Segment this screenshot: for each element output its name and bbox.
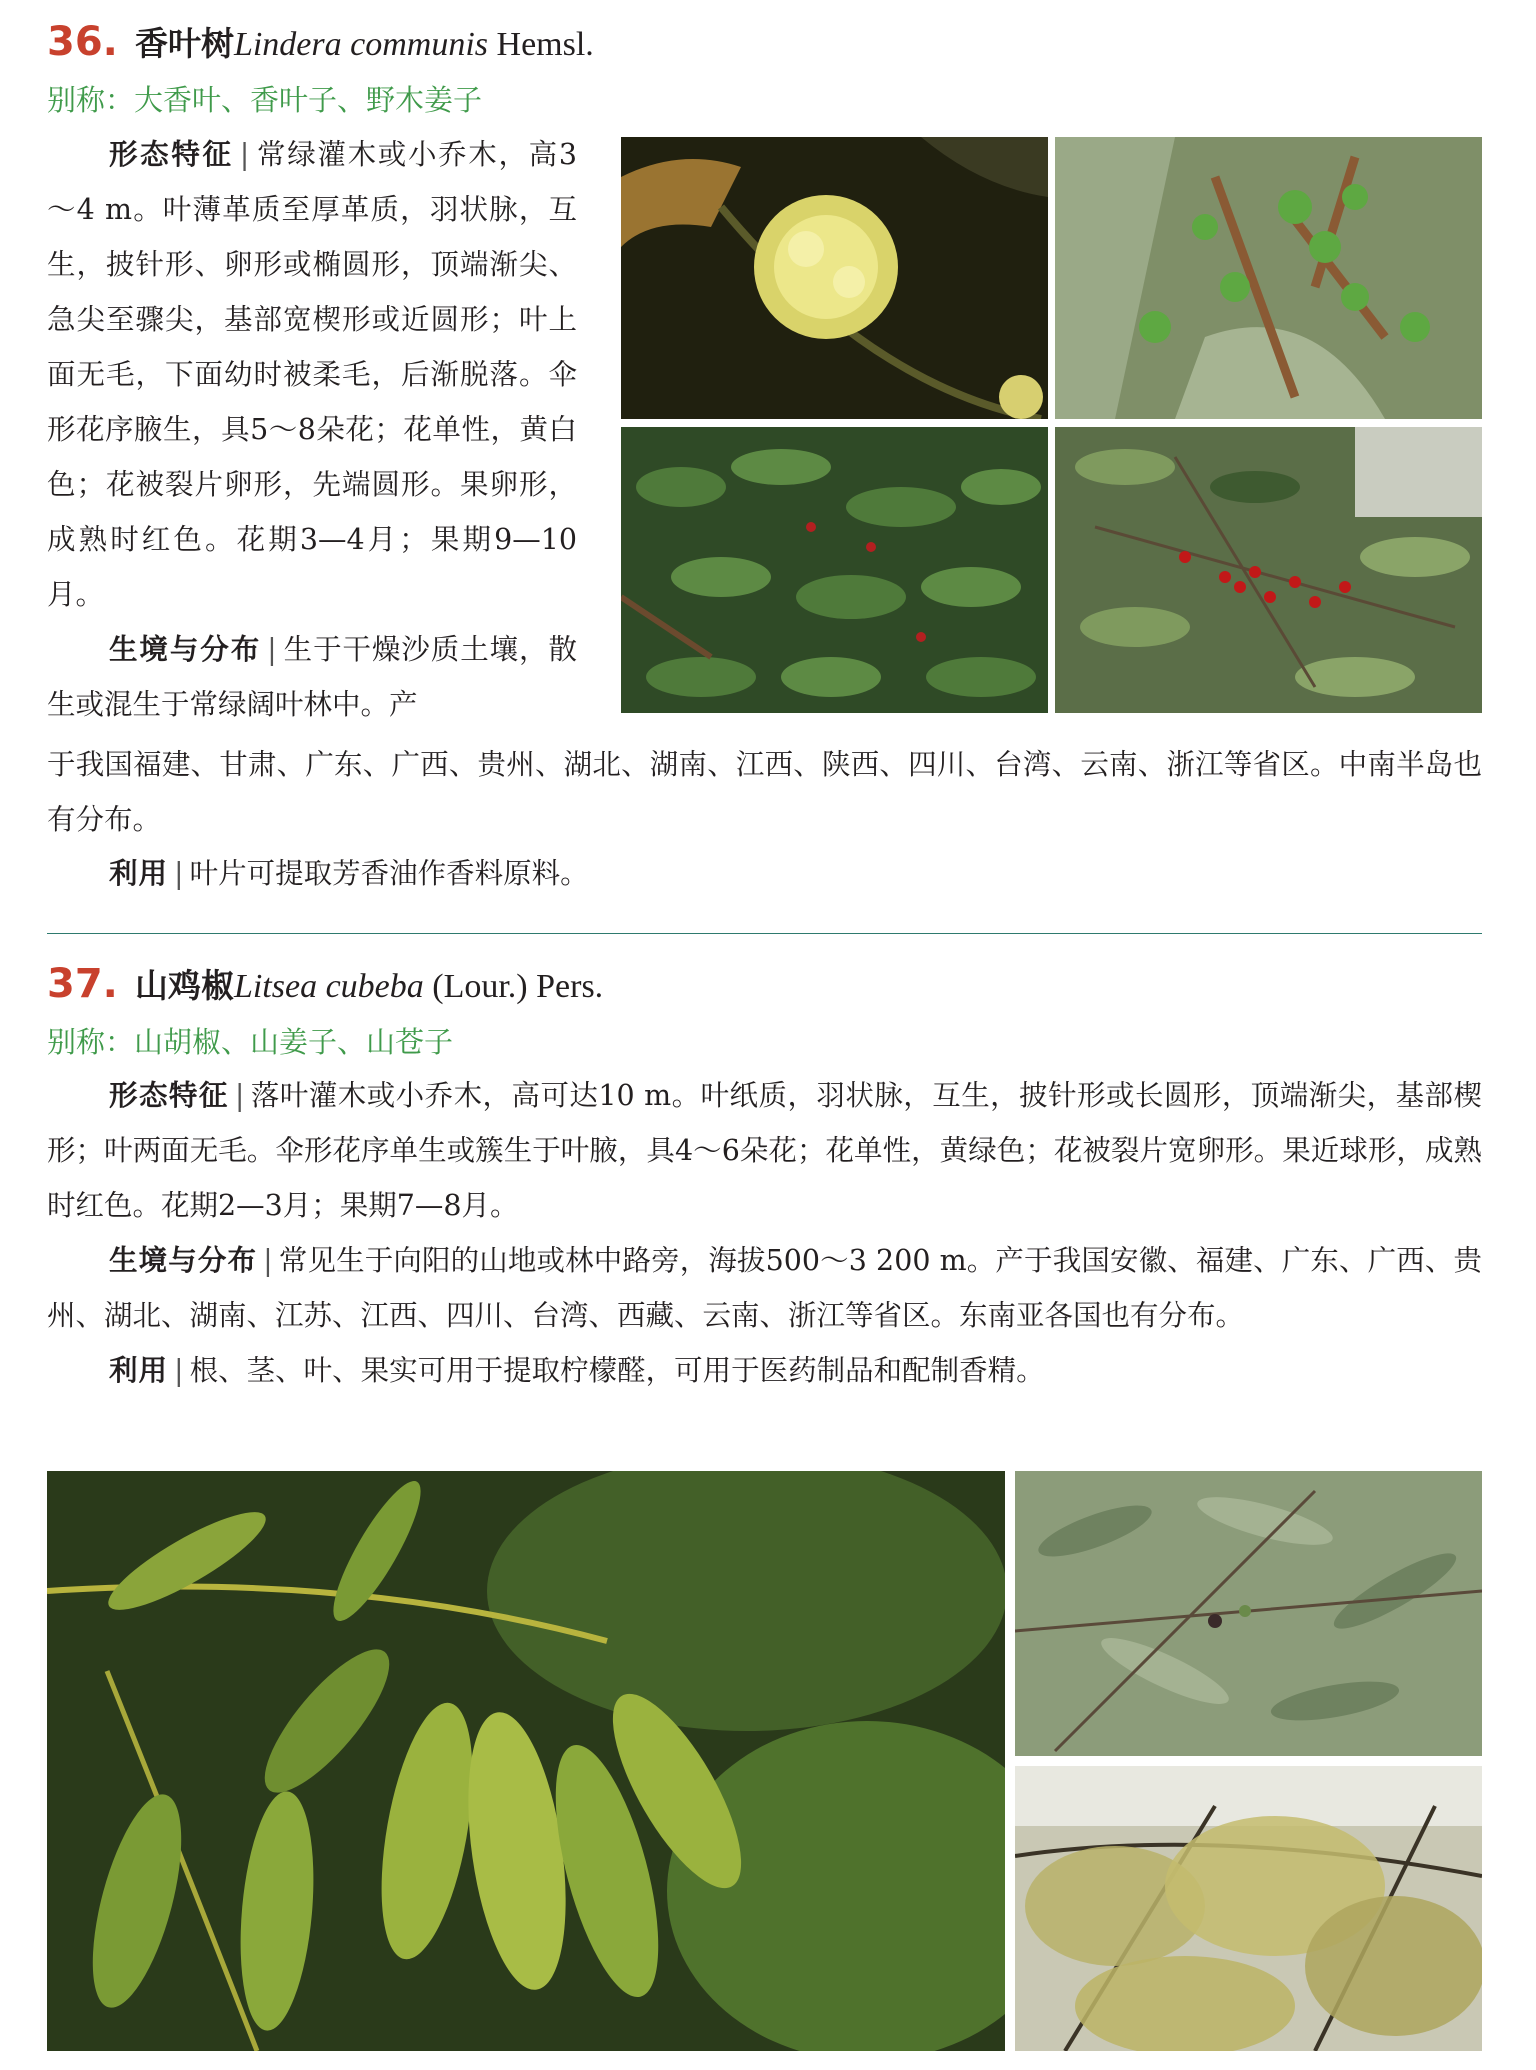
use-text: 叶片可提取芳香油作香料原料。: [189, 857, 589, 890]
habitat-text: 生于干燥沙质土壤，散生或混生于常绿阔叶林中。产: [47, 633, 577, 721]
latin-binomial: Litsea cubeba: [233, 968, 424, 1005]
latin-author: Hemsl.: [488, 26, 594, 63]
morphology-paragraph: [47, 127, 577, 622]
morphology-text: 常绿灌木或小乔木，高3～4 m。叶薄革质至厚革质，羽状脉，互生，披针形、卵形或椭圆形，顶端渐尖、急尖至骤尖，基部宽楔形或近圆形；叶上面无毛，下面幼时被柔毛，后渐脱落。伞形花序腋生，具5～8朵花；花单性，黄白色；花被裂片卵形，先端圆形。果卵形，成熟时红色。花期3—4月；果期9—10月。: [47, 138, 577, 611]
entry-37-body: [47, 1068, 1482, 1398]
entry-number: 37.: [47, 961, 118, 1007]
habitat-paragraph: [47, 1233, 1482, 1343]
separator: |: [234, 1079, 245, 1112]
entry-37-heading: [47, 960, 603, 1007]
separator: |: [174, 857, 184, 890]
separator: |: [239, 138, 250, 171]
entry-36-body: [47, 127, 577, 732]
use-label: 利用: [109, 857, 169, 890]
chinese-name: 山鸡椒: [134, 966, 234, 1005]
separator: |: [267, 633, 277, 666]
habitat-paragraph-part1: [47, 622, 577, 732]
photo-leafy-branch: [47, 1471, 1005, 2051]
separator: |: [263, 1244, 273, 1277]
entry-37-alias: 别称：山胡椒、山姜子、山苍子: [47, 1025, 454, 1059]
latin-name: [234, 26, 594, 63]
section-divider: [47, 933, 1482, 934]
latin-binomial: Lindera communis: [233, 26, 489, 63]
morphology-label: 形态特征: [109, 138, 234, 171]
latin-author: (Lour.) Pers.: [423, 968, 604, 1005]
use-text: 根、茎、叶、果实可用于提取柠檬醛，可用于医药制品和配制香精。: [189, 1354, 1045, 1387]
entry-36-heading: [47, 18, 594, 65]
photo-flower-cluster: [621, 137, 1048, 419]
habitat-text: 常见生于向阳的山地或林中路旁，海拔500～3 200 m。产于我国安徽、福建、广东、广西、贵州、湖北、湖南、江苏、江西、四川、台湾、西藏、云南、浙江等省区。东南亚各国也有分布。: [47, 1244, 1482, 1332]
photo-flowering-branches: [1015, 1766, 1482, 2051]
entry-36-alias: 别称：大香叶、香叶子、野木姜子: [47, 83, 483, 117]
morphology-paragraph: [47, 1068, 1482, 1233]
entry-number: 36.: [47, 19, 118, 65]
photo-branches-fruit: [1015, 1471, 1482, 1756]
habitat-label: 生境与分布: [109, 633, 262, 666]
separator: |: [174, 1354, 184, 1387]
use-paragraph: [47, 1343, 1482, 1398]
chinese-name: 香叶树: [134, 24, 234, 63]
photo-green-fruits: [1055, 137, 1482, 419]
latin-name: [234, 968, 603, 1005]
photo-red-berries: [1055, 427, 1482, 713]
use-label: 利用: [109, 1354, 169, 1387]
photo-shrub-foliage: [621, 427, 1048, 713]
morphology-text: 落叶灌木或小乔木，高可达10 m。叶纸质，羽状脉，互生，披针形或长圆形，顶端渐尖，基部楔形；叶两面无毛。伞形花序单生或簇生于叶腋，具4～6朵花；花单性，黄绿色；花被裂片宽卵形。果近球形，成熟时红色。花期2—3月；果期7—8月。: [47, 1079, 1482, 1222]
morphology-label: 形态特征: [109, 1079, 229, 1112]
entry-36-use: [47, 846, 1482, 901]
entry-36-habitat-continued: 于我国福建、甘肃、广东、广西、贵州、湖北、湖南、江西、陕西、四川、台湾、云南、浙江等省区。中南半岛也有分布。: [47, 748, 1482, 836]
habitat-label: 生境与分布: [109, 1244, 258, 1277]
